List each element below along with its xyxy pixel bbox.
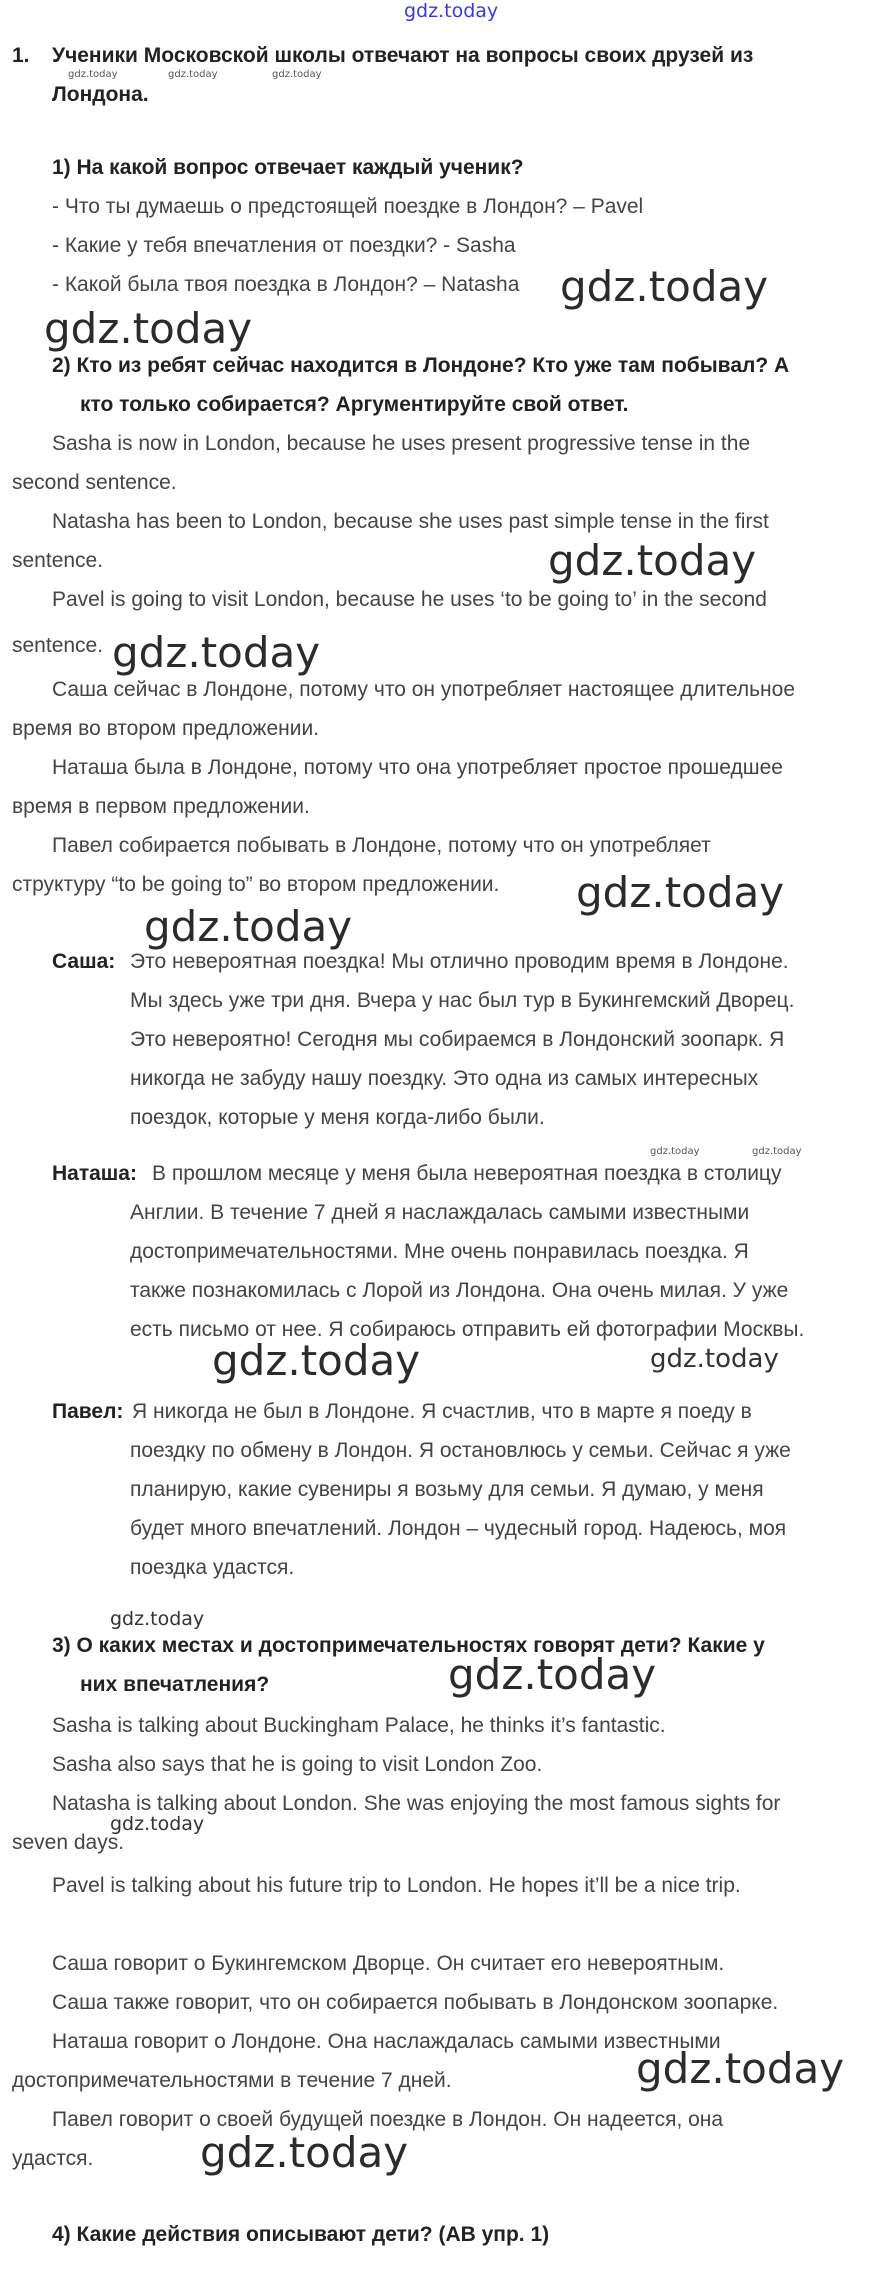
watermark: gdz.today — [560, 262, 769, 311]
sasha-line: поездок, которые у меня когда-либо были. — [130, 1106, 545, 1129]
q3-en-line: seven days. — [12, 1831, 125, 1854]
q3-ru-line: Саша также говорит, что он собирается побывать в Лондонском зоопарке. — [52, 1991, 779, 2014]
q2-en-line: sentence. — [12, 634, 104, 657]
q3-heading-line2: них впечатления? — [80, 1673, 270, 1696]
q3-ru-line: Саша говорит о Букингемском Дворце. Он считает его невероятным. — [52, 1952, 725, 1975]
watermark: gdz.today — [636, 2044, 845, 2093]
pavel-label: Павел: — [52, 1400, 124, 1423]
q2-heading-line2: кто только собирается? Аргументируйте свой ответ. — [80, 393, 629, 416]
sasha-line: Это невероятная поездка! Мы отлично проводим время в Лондоне. — [130, 950, 789, 973]
sasha-line: никогда не забуду нашу поездку. Это одна из самых интересных — [130, 1067, 759, 1090]
watermark-tiny: gdz.today — [752, 1146, 802, 1157]
q3-ru-line: Павел говорит о своей будущей поездке в Лондон. Он надеется, она — [52, 2108, 724, 2131]
watermark: gdz.today — [548, 536, 757, 585]
q3-ru-line: Наташа говорит о Лондоне. Она наслаждалась самыми известными — [52, 2030, 721, 2053]
pavel-line: планирую, какие сувениры я возьму для семьи. Я думаю, у меня — [130, 1478, 764, 1501]
q2-ru-line: время во втором предложении. — [12, 717, 320, 740]
pavel-line: будет много впечатлений. Лондон – чудесный город. Надеюсь, моя — [130, 1517, 787, 1540]
q2-en-line: Sasha is now in London, because he uses present progressive tense in the — [52, 432, 751, 455]
watermark-tiny: gdz.today — [68, 69, 118, 80]
q2-en-line: Pavel is going to visit London, because he uses ‘to be going to’ in the second — [52, 588, 767, 611]
natasha-line: есть письмо от нее. Я собираюсь отправить ей фотографии Москвы. — [130, 1318, 805, 1341]
q3-en-line: Natasha is talking about London. She was enjoying the most famous sights for — [52, 1792, 781, 1815]
watermark: gdz.today — [650, 1344, 779, 1374]
watermark-top: gdz.today — [404, 0, 499, 22]
watermark: gdz.today — [112, 628, 321, 677]
q2-ru-line: время в первом предложении. — [12, 795, 310, 818]
q2-ru-line: Павел собирается побывать в Лондоне, потому что он употребляет — [52, 834, 711, 857]
q1-line: - Какой была твоя поездка в Лондон? – Natasha — [52, 273, 520, 296]
q3-en-line: Sasha also says that he is going to visit London Zoo. — [52, 1753, 543, 1776]
natasha-line: Англии. В течение 7 дней я наслаждалась самыми известными — [130, 1201, 750, 1224]
q3-heading-line1: 3) О каких местах и достопримечательностях говорят дети? Какие у — [52, 1634, 765, 1657]
q3-ru-line: удастся. — [12, 2147, 94, 2170]
sasha-line: Это невероятно! Сегодня мы собираемся в Лондонский зоопарк. Я — [130, 1028, 785, 1051]
natasha-line: В прошлом месяце у меня была невероятная поездка в столицу — [152, 1162, 782, 1185]
watermark: gdz.today — [212, 1336, 421, 1385]
q2-en-line: sentence. — [12, 549, 104, 572]
watermark: gdz.today — [110, 1608, 205, 1630]
task-title-line1: Ученики Московской школы отвечают на вопросы своих друзей из — [52, 44, 754, 67]
natasha-line: достопримечательностями. Мне очень понравилась поездка. Я — [130, 1240, 749, 1263]
pavel-line: поездку по обмену в Лондон. Я остановлюсь у семьи. Сейчас я уже — [130, 1439, 791, 1462]
watermark: gdz.today — [110, 1813, 205, 1835]
q2-en-line: second sentence. — [12, 471, 177, 494]
q1-heading: 1) На какой вопрос отвечает каждый ученик? — [52, 156, 524, 179]
q1-line: - Что ты думаешь о предстоящей поездке в Лондон? – Pavel — [52, 195, 644, 218]
q2-heading-line1: 2) Кто из ребят сейчас находится в Лондоне? Кто уже там побывал? А — [52, 354, 790, 377]
q3-en-line: Sasha is talking about Buckingham Palace, he thinks it’s fantastic. — [52, 1714, 666, 1737]
watermark: gdz.today — [144, 902, 353, 951]
natasha-label: Наташа: — [52, 1162, 137, 1185]
watermark-tiny: gdz.today — [272, 69, 322, 80]
sasha-label: Саша: — [52, 950, 116, 973]
q2-ru-line: Саша сейчас в Лондоне, потому что он употребляет настоящее длительное — [52, 678, 796, 701]
watermark-tiny: gdz.today — [168, 69, 218, 80]
q2-ru-line: Наташа была в Лондоне, потому что она употребляет простое прошедшее — [52, 756, 783, 779]
watermark: gdz.today — [200, 2128, 409, 2177]
natasha-line: также познакомилась с Лорой из Лондона. Она очень милая. У уже — [130, 1279, 789, 1302]
q2-en-line: Natasha has been to London, because she uses past simple tense in the first — [52, 510, 769, 533]
q2-ru-line: структуру “to be going to” во втором предложении. — [12, 873, 500, 896]
sasha-line: Мы здесь уже три дня. Вчера у нас был тур в Букингемский Дворец. — [130, 989, 795, 1012]
q4-heading: 4) Какие действия описывают дети? (АВ упр. 1) — [52, 2223, 550, 2246]
watermark: gdz.today — [44, 304, 253, 353]
task-number: 1. — [12, 44, 30, 67]
watermark: gdz.today — [576, 868, 785, 917]
pavel-line: поездка удастся. — [130, 1556, 295, 1579]
q3-ru-line: достопримечательностями в течение 7 дней. — [12, 2069, 452, 2092]
pavel-line: Я никогда не был в Лондоне. Я счастлив, что в марте я поеду в — [132, 1400, 752, 1423]
q3-en-line: Pavel is talking about his future trip to London. He hopes it’ll be a nice trip. — [52, 1874, 741, 1897]
task-title-line2: Лондона. — [52, 83, 149, 106]
q1-line: - Какие у тебя впечатления от поездки? - Sasha — [52, 234, 516, 257]
watermark: gdz.today — [448, 1650, 657, 1699]
watermark-tiny: gdz.today — [650, 1146, 700, 1157]
